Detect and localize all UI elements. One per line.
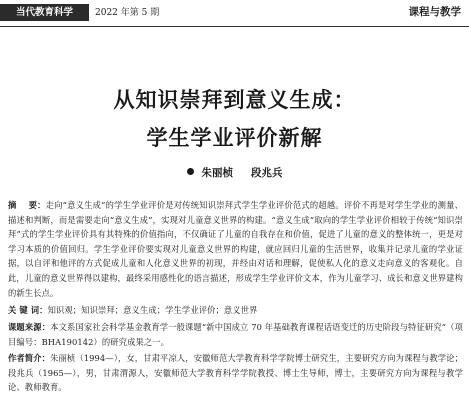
journal-name: 当代教育科学 xyxy=(0,4,89,21)
abstract-text: 走向“意义生成”的学生学业评价是对传统知识崇拜式学生学业评价范式的超越。评价不再是对学生学业的测量、描述和判断，而是需要走向“意义生成”，实现对儿童意义世界的构建。“意义生成”取向的学生学业评价相较于传统“知识崇拜”式的学生学业评价具有其特殊的价值指向，不仅确证了儿童的自我存在和价值，促进了儿童的意义的整体统一，更是对学习本质的价值回归。学生学业评价要实现对儿童意义世界的构建，就应回归儿童的生活世界，收集并记录儿童的学业证据，以自评和他评的方式促成儿童和人化意义世界的初现，并经由对话和理解，促使私人化的意义走向意义的客观化。自此，儿童的意义世界得以建构，最终采用感性化的语言描述，形成学生学业评价文本，作为儿童学习、成长和意义世界建构的新生长点。 xyxy=(8,200,463,298)
keywords-label: 关 键 词： xyxy=(8,305,48,315)
keywords xyxy=(8,303,463,318)
abstract-label-1: 摘 xyxy=(8,200,17,210)
keywords-text: 知识观；知识崇拜；意义生成；学生学业评价；意义世界 xyxy=(47,305,258,315)
header-rule xyxy=(0,26,469,27)
column-label: 课程与教学 xyxy=(408,6,461,18)
funding-text: 本文系国家社会科学基金教育学一般课题“新中国成立 70 年基础教育课程话语变迁的历史阶段与特征研究”（项目编号：BHA190142）的研究成果之一。 xyxy=(8,322,463,347)
funding-label: 课题来源： xyxy=(8,322,51,332)
issue-number: 2022 年第 5 期 xyxy=(95,8,160,18)
author-line xyxy=(0,165,469,181)
author-info xyxy=(8,351,463,393)
bullet-icon xyxy=(187,168,194,175)
abstract-label-2: 要： xyxy=(28,200,46,210)
title-line-2: 学生学业评价新解 xyxy=(146,125,323,150)
running-header xyxy=(0,4,469,25)
author-info-label: 作者简介： xyxy=(8,353,51,363)
author-1: 朱丽桢 xyxy=(201,167,233,179)
author-2: 段兆兵 xyxy=(251,167,283,179)
abstract xyxy=(8,198,463,300)
funding-source xyxy=(8,320,463,350)
author-info-text: 朱丽桢（1994—），女，甘肃平凉人，安徽师范大学教育科学学院博士研究生，主要研究方向为课程与教学论；段兆兵（1965—），男，甘肃渭源人，安徽师范大学教育科学学院教授、博士生导师，博士，主要研究方向为课程与教学论、教师教育。 xyxy=(8,353,463,393)
title-line-1: 从知识崇拜到意义生成： xyxy=(113,87,356,112)
